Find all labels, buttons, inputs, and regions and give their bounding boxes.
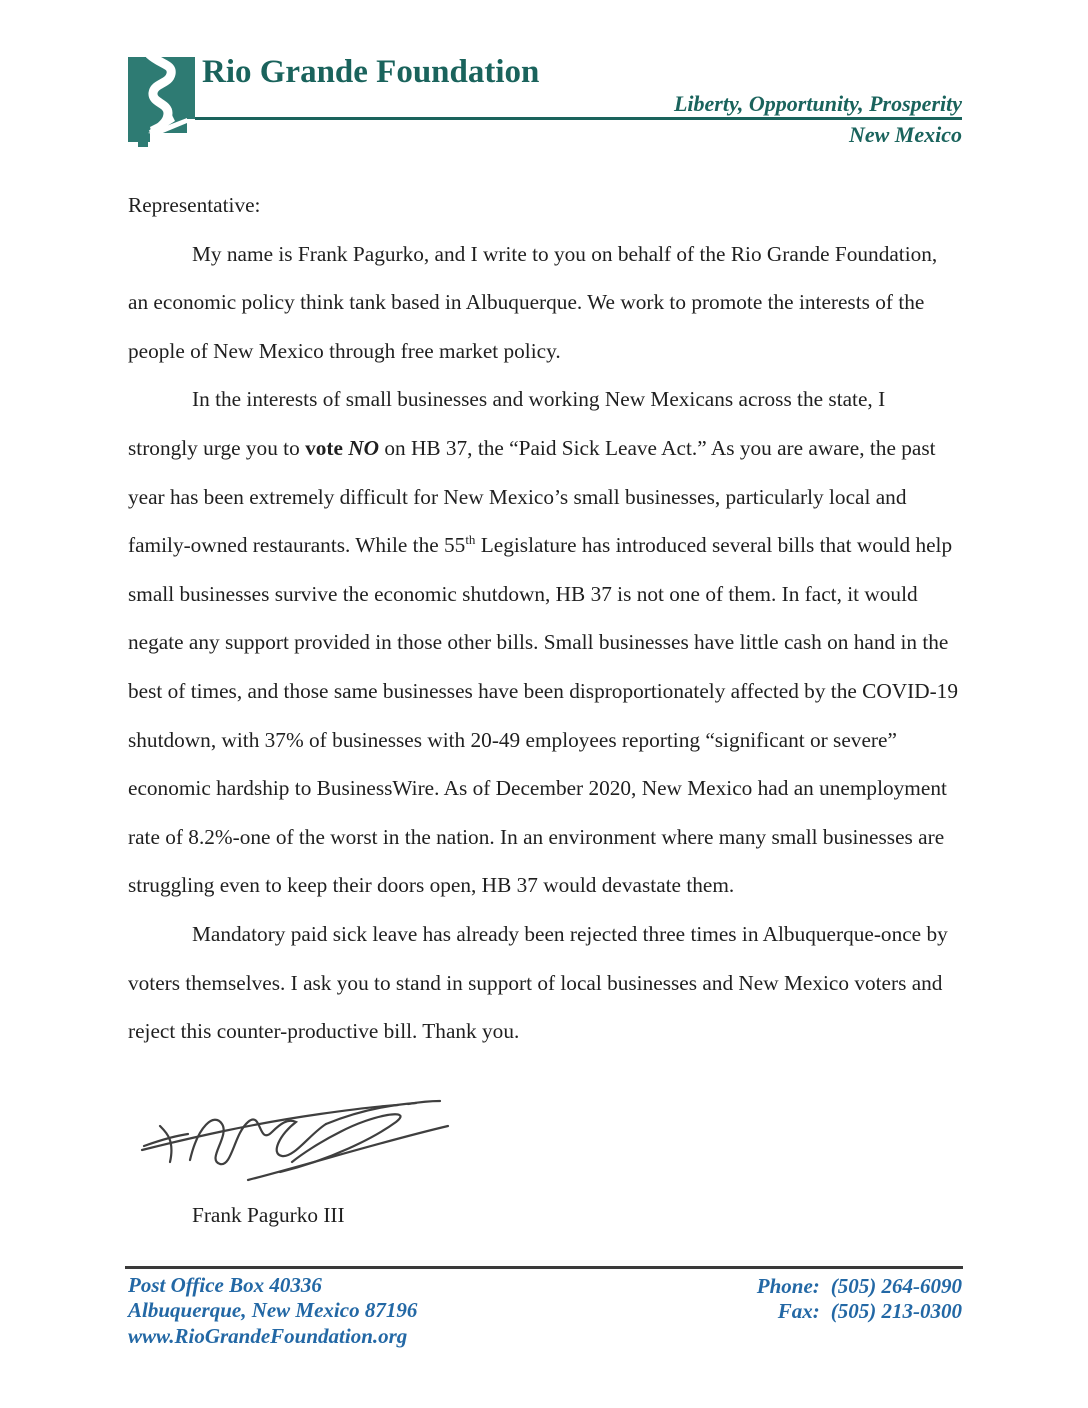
vote-emphasis: vote bbox=[305, 435, 349, 460]
phone-label: Phone: bbox=[756, 1274, 820, 1298]
fax-line bbox=[757, 1299, 962, 1324]
fax-number: (505) 213-0300 bbox=[830, 1299, 962, 1324]
letter-line: Mandatory paid sick leave has already been rejected three times in Albuquerque-once by bbox=[192, 921, 948, 946]
letter-text: on HB 37, the “Paid Sick Leave Act.” As you are aware, the past bbox=[379, 435, 936, 460]
phone-line bbox=[757, 1274, 962, 1299]
tagline: Liberty, Opportunity, Prosperity bbox=[673, 91, 962, 116]
letter-line: My name is Frank Pagurko, and I write to you on behalf of the Rio Grande Foundation, bbox=[192, 241, 938, 266]
letter-line: people of New Mexico through free market policy. bbox=[128, 338, 561, 363]
letter-body bbox=[128, 181, 966, 1056]
letter-text: strongly urge you to bbox=[128, 435, 306, 460]
header-rule bbox=[195, 117, 962, 120]
ordinal-superscript: th bbox=[465, 532, 476, 548]
footer-contact-block bbox=[757, 1274, 962, 1325]
letter-text: family-owned restaurants. While the 55 bbox=[128, 533, 466, 558]
salutation: Representative: bbox=[128, 193, 261, 217]
no-emphasis: NO bbox=[348, 435, 380, 460]
new-mexico-river-logo-icon bbox=[128, 57, 195, 147]
letter-line: best of times, and those same businesses have been disproportionately affected by the COVID-19 bbox=[128, 678, 958, 703]
signed-name: Frank Pagurko III bbox=[192, 1203, 345, 1227]
letter-line: reject this counter-productive bill. Thank you. bbox=[128, 1019, 520, 1044]
letter-line: In the interests of small businesses and working New Mexicans across the state, I bbox=[192, 387, 886, 412]
letter-line: rate of 8.2%-one of the worst in the nation. In an environment where many small businesses are bbox=[128, 824, 945, 849]
letter-line: voters themselves. I ask you to stand in support of local businesses and New Mexico voters and bbox=[128, 970, 943, 995]
letter-line bbox=[128, 521, 966, 570]
handwritten-signature-icon bbox=[130, 1074, 465, 1189]
po-box-line: Post Office Box 40336 bbox=[128, 1273, 322, 1297]
website-line: www.RioGrandeFoundation.org bbox=[128, 1323, 408, 1348]
footer-address-block bbox=[128, 1273, 417, 1349]
letter-line: economic hardship to BusinessWire. As of December 2020, New Mexico had an unemployment bbox=[128, 776, 947, 801]
letter-line: an economic policy think tank based in Albuquerque. We work to promote the interests of the bbox=[128, 290, 925, 315]
footer-rule bbox=[125, 1266, 963, 1269]
letter-line bbox=[128, 424, 966, 473]
letter-line: small businesses survive the economic shutdown, HB 37 is not one of them. In fact, it would bbox=[128, 581, 918, 606]
letter-line: struggling even to keep their doors open, HB 37 would devastate them. bbox=[128, 873, 735, 898]
letter-line: shutdown, with 37% of businesses with 20-49 employees reporting “significant or severe” bbox=[128, 727, 897, 752]
org-name: Rio Grande Foundation bbox=[202, 54, 540, 90]
city-line: Albuquerque, New Mexico 87196 bbox=[128, 1298, 418, 1323]
region-label: New Mexico bbox=[848, 122, 962, 147]
fax-label: Fax: bbox=[777, 1299, 820, 1324]
phone-number: (505) 264-6090 bbox=[830, 1274, 962, 1298]
letter-line: year has been extremely difficult for New Mexico’s small businesses, particularly local and bbox=[128, 484, 907, 509]
letter-text: Legislature has introduced several bills that would help bbox=[475, 533, 953, 558]
letter-line: negate any support provided in those other bills. Small businesses have little cash on hand in the bbox=[128, 630, 949, 655]
